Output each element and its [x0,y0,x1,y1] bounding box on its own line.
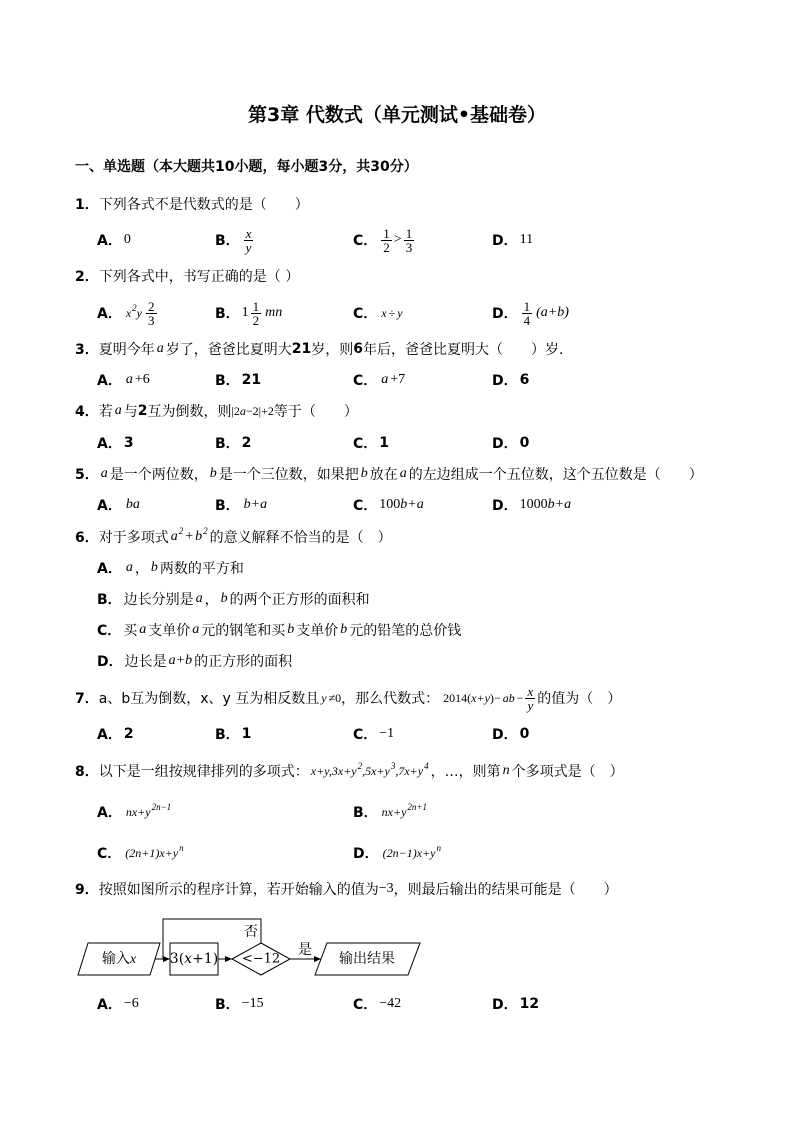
variable: b [209,466,217,481]
exponent: n [436,842,441,853]
option-label: A． [97,997,122,1013]
variable: a [114,403,122,418]
variable: a [170,529,178,544]
option-label: A． [97,233,122,249]
option-value: b+a [243,497,268,512]
variable: a [125,560,133,575]
option-value [382,842,441,861]
expression-rest: +7 [390,372,406,387]
question-number: 5． [75,467,99,483]
question-9-options [0,994,794,1014]
option-b [353,802,429,822]
variable: a [239,403,246,418]
option-d [492,433,529,453]
numerator: 1 [252,298,260,314]
question-5-options [0,495,794,515]
option-b [215,298,284,328]
option-text: 边长是 [124,654,167,670]
question-4 [75,401,358,421]
variable: a [399,466,407,481]
option-value: 21 [241,372,262,388]
variable: y [136,305,142,320]
option-text: 支单价 [296,623,339,639]
program-flowchart [75,908,435,982]
exponent: 2 [357,760,363,771]
stem-text: ，则最后输出的结果可能是（ ） [393,882,618,898]
option-label: D． [97,654,123,670]
option-b [215,225,255,255]
term: ,5x+y [362,763,390,778]
math-term [125,302,142,321]
stem-text: 夏明今年 [98,342,155,358]
denominator: 4 [523,312,531,328]
variables: ab [502,690,515,705]
stem-number: 2 [137,403,148,419]
option-d [492,994,539,1014]
option-value: 0 [519,726,530,742]
stem-text: 年后，爸爸比夏明大（ ）岁． [362,342,573,358]
option-label: A． [97,373,122,389]
compute-label [170,951,218,967]
question-number: 4． [75,404,99,420]
stem-text: 互为倒数，则 [147,404,232,420]
variable: b [220,591,228,606]
option-text: 两数的平方和 [159,561,244,577]
expression-rest: +6 [134,372,150,387]
option-b [97,589,370,609]
question-2-options [0,298,794,328]
question-number: 8． [75,764,99,780]
question-number: 2． [75,269,99,285]
term: (2n−1)x+y [382,845,436,860]
operator: − [516,690,524,705]
option-a [97,558,244,578]
question-6 [75,527,392,547]
option-value: 2 [241,435,252,451]
term: nx+y [125,804,151,819]
option-label: C． [353,727,378,743]
option-value [381,801,427,820]
option-a [97,433,134,453]
variable: n [502,763,510,778]
question-5 [75,464,703,484]
variable: b [150,560,158,575]
stem-text: 的意义解释不恰当的是（ ） [209,530,392,546]
expression: (a+b) [536,305,569,320]
exponent: 2 [203,526,208,536]
exponent: 2n−1 [151,801,172,812]
variable: y [321,690,327,705]
greater-than-sign: > [393,232,402,247]
option-value: 3 [123,435,134,451]
denominator: 3 [148,312,155,328]
option-label: B． [215,373,240,389]
option-label: B． [215,436,240,452]
question-8-options-row-2 [0,843,794,863]
stem-text: 是一个两位数， [109,467,208,483]
option-value: −42 [379,996,402,1011]
option-text: ， [134,561,149,577]
option-label: B． [215,233,240,249]
option-text: 边长分别是 [123,592,194,608]
yes-label: 是 [298,942,312,958]
option-value: 12 [519,996,540,1012]
question-1-options [0,225,794,255]
variable: a [195,591,203,606]
denominator: y [245,239,252,255]
denominator: y [527,697,534,713]
stem-text: 按照如图所示的程序计算，若开始输入的值为 [98,882,379,898]
question-9 [75,879,618,899]
option-label: D． [353,846,379,862]
expression: a+b [168,653,193,668]
stem-number: 21 [291,341,312,357]
option-label: C． [353,373,378,389]
stem-text: 以下是一组按规律排列的多项式： [98,764,309,780]
stem-text: 岁，则 [311,342,354,358]
not-equal-zero: ≠0 [328,690,342,705]
option-label: D． [492,997,518,1013]
option-label: B． [215,498,240,514]
numerator: 1 [405,225,413,241]
option-d [492,230,533,250]
option-text: ， [204,592,219,608]
option-label: C． [353,436,378,452]
stem-text: 若 [98,404,113,420]
option-value: 1 [241,726,252,742]
compute-variable: x [184,951,193,967]
stem-text: ，…，则第 [430,764,501,780]
option-label: C． [353,498,378,514]
abs-expression-start: |2 [231,403,240,418]
option-c [97,843,186,863]
option-d [353,843,443,863]
option-a [97,724,134,744]
exponent: 3 [390,760,396,771]
option-c [353,994,401,1014]
option-label: C． [353,233,378,249]
option-value: −1 [379,726,395,741]
compute-prefix: 3( [169,951,185,967]
option-value: 0 [519,435,530,451]
stem-text: 放在 [369,467,398,483]
question-number: 9． [75,882,99,898]
question-3-options [0,370,794,390]
question-stem: 下列各式中，书写正确的是（ ） [98,269,300,285]
stem-text: 的值为（ ） [537,691,622,707]
input-text: 输入 [101,951,130,967]
operator: )− [489,690,501,705]
fraction [146,300,157,327]
option-label: B． [215,727,240,743]
option-label: C． [97,623,122,639]
option-c [353,495,426,515]
option-c [353,370,405,390]
stem-text: 与 [123,404,138,420]
option-text: 买 [123,623,138,639]
input-label [102,951,137,967]
option-label: A． [97,436,122,452]
option-label: A． [97,805,122,821]
option-a [97,370,150,390]
option-d [492,298,571,328]
variable: a [100,466,108,481]
stem-text: 岁了，爸爸比夏明大 [165,342,292,358]
input-variable: x [129,951,137,967]
variables: x+y [471,690,490,705]
option-label: C． [353,306,378,322]
option-b [215,994,264,1014]
option-a [97,298,159,328]
base: x [125,305,132,320]
exponent: 2n+1 [407,801,427,812]
coefficient: 100 [379,497,401,512]
variables: b+a [400,497,424,512]
numerator: 1 [383,225,390,241]
variable: y [397,305,403,320]
option-d [492,724,529,744]
option-a [97,495,142,515]
fraction [244,227,254,254]
fraction [251,300,262,327]
option-label: D． [492,233,518,249]
option-label: B． [97,592,122,608]
option-c [353,225,416,255]
variable: x [381,305,387,320]
fraction [381,227,392,254]
coefficient: 1000 [519,497,548,512]
denominator: 2 [383,239,390,255]
option-c [353,433,389,453]
option-label: C． [97,846,122,862]
stem-text: a、b互为倒数，x、y 互为相反数且 [98,691,320,707]
coefficient: 2014( [443,690,472,705]
option-value: 0 [123,232,131,247]
fraction [522,300,533,327]
variable: b [195,529,203,544]
option-label: D． [492,436,518,452]
term: nx+y [381,804,407,819]
compute-suffix: +1) [192,951,219,967]
option-value: 11 [519,232,534,247]
question-4-options [0,433,794,453]
numerator: 2 [148,298,155,314]
variable: b [340,622,348,637]
question-number: 3． [75,342,99,358]
stem-number: 6 [353,341,363,357]
option-value [125,842,184,861]
exponent: 2 [178,526,184,536]
question-stem: 下列各式不是代数式的是（ ） [98,197,309,213]
numerator: x [245,225,252,241]
option-value [125,801,172,820]
output-label: 输出结果 [339,951,395,967]
option-label: B． [215,306,240,322]
option-label: A． [97,498,122,514]
input-value: −3 [378,881,394,896]
question-7 [75,683,622,713]
term: (2n+1)x+y [125,845,179,860]
option-b [215,433,251,453]
option-d [492,495,573,515]
question-8 [75,761,624,781]
numerator: x [527,683,534,699]
option-label: A． [97,306,122,322]
divide-sign: ÷ [388,305,396,320]
variables: mn [265,305,283,320]
option-value: ba [125,497,140,512]
term: x+y,3x+y [310,763,357,778]
variables: b+a [547,497,572,512]
option-c [97,620,461,640]
stem-text: 是一个三位数，如果把 [218,467,359,483]
term: ,7x+y [395,763,424,778]
denominator: 2 [252,312,260,328]
stem-text: ，那么代数式： [341,691,440,707]
variable: a [156,341,164,356]
exponent: 2 [132,302,137,313]
stem-text: 对于多项式 [98,530,169,546]
option-label: B． [215,997,240,1013]
option-b [215,724,251,744]
option-label: B． [353,805,378,821]
stem-text: 等于（ ） [273,404,358,420]
option-value: 2 [123,726,134,742]
option-label: C． [353,997,378,1013]
option-value: 6 [519,372,530,388]
condition-label: <−12 [241,951,281,967]
denominator: 3 [405,239,413,255]
question-2 [75,266,299,286]
option-value: 1 [379,435,390,451]
option-text: 元的钢笔和买 [201,623,286,639]
polynomial [170,526,208,545]
option-b [215,370,261,390]
polynomial-sequence [310,760,429,779]
option-label: D． [492,373,518,389]
exponent: n [179,842,184,853]
question-1 [75,194,309,214]
option-label: D． [492,306,518,322]
variable: b [360,466,368,481]
variable: a [139,622,147,637]
option-text: 的两个正方形的面积和 [229,592,370,608]
option-a [97,802,173,822]
option-label: D． [492,727,518,743]
question-number: 7． [75,691,99,707]
option-text: 支单价 [148,623,191,639]
fraction [404,227,415,254]
question-7-options [0,724,794,744]
question-8-options-row-1 [0,802,794,822]
variable: a [125,372,133,387]
whole-number: 1 [241,305,249,320]
option-c [353,303,405,323]
question-3 [75,339,573,359]
stem-text: 的左边组成一个五位数，这个五位数是（ ） [408,467,703,483]
option-c [353,724,394,744]
option-d [97,651,292,671]
option-value: −15 [241,996,264,1011]
variable: b [287,622,295,637]
variable: a [381,372,389,387]
numerator: 1 [523,298,531,314]
abs-expression-end: −2|+2 [245,403,274,418]
plus-sign: + [185,529,194,544]
option-d [492,370,529,390]
option-label: A． [97,561,122,577]
fraction [525,685,535,712]
option-text: 元的铅笔的总价钱 [349,623,462,639]
option-text: 的正方形的面积 [194,654,293,670]
option-label: A． [97,727,122,743]
exponent: 4 [424,760,429,771]
question-number: 1． [75,197,99,213]
option-a [97,230,131,250]
section-heading: 一、单选题（本大题共10小题，每小题3分，共30分） [75,159,418,175]
stem-text: 个多项式是（ ） [511,764,624,780]
option-value: −6 [123,996,139,1011]
option-b [215,495,269,515]
variable: a [192,622,200,637]
no-label: 否 [244,924,258,940]
option-a [97,994,139,1014]
question-number: 6． [75,530,99,546]
page-title: 第3章 代数式（单元测试•基础卷） [248,104,546,126]
option-label: D． [492,498,518,514]
